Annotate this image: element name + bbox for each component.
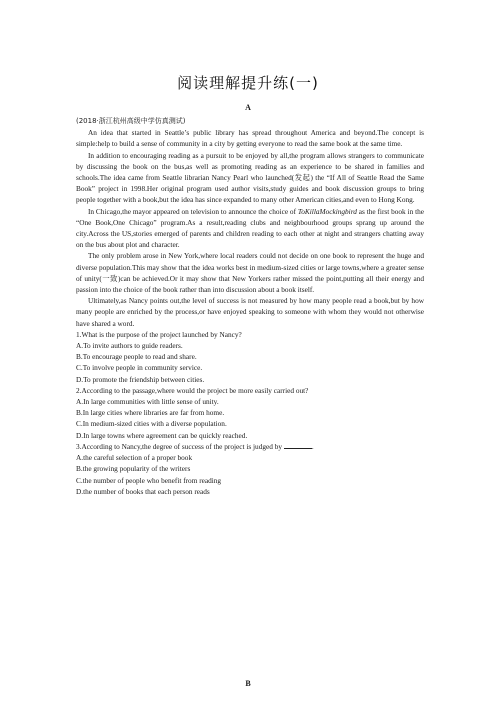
book-title: ToKillaMockingbird [297, 206, 357, 216]
paragraph-3-rest: as the first book in the “One Book,One Chicago” program.As a result,reading clubs and neighbourhood groups sprang up around the city.Across the US,stories emerged of parents and children reading to each other at night and strangers chatting away on the bus about plot and character. [76, 206, 424, 250]
question-1-option-a: A.To invite authors to guide readers. [76, 341, 183, 351]
question-2-option-d: D.In large towns where agreement can be quickly reached. [76, 430, 248, 440]
paragraph-1: An idea that started in Seattle’s public library has spread throughout America and beyond.The concept is simple:help to build a sense of community in a city by getting everyone to read the same book at the same time. [76, 128, 424, 149]
paragraph-3-start: In Chicago,the mayor appeared on television to announce the choice of [88, 206, 298, 216]
question-2-option-a: A.In large communities with little sense of unity. [76, 397, 219, 407]
question-1-option-b: B.To encourage people to read and share. [76, 352, 197, 362]
question-3-option-d: D.the number of books that each person reads [76, 486, 210, 496]
question-3-stem-end: . [311, 441, 314, 451]
question-2-stem: 2.According to the passage,where would the project be more easily carried out? [76, 385, 309, 395]
paragraph-4: The only problem arose in New York,where local readers could not decide on one book to represent the huge and diverse population.This may show that the idea works best in medium-sized cities or large towns,where a greater sense of unity(一致)can be achieved.Or it may show that New Yorkers rather missed the point,putting all their energy and passion into the choice of the book rather than into discussion about a book itself. [76, 251, 424, 295]
question-1-option-c: C.To involve people in community service. [76, 363, 203, 373]
question-2-option-b: B.In large cities where libraries are far from home. [76, 408, 225, 418]
answer-blank [284, 441, 312, 449]
passage-body [76, 116, 424, 497]
question-3-option-b: B.the growing popularity of the writers [76, 464, 191, 474]
section-label-a: A [245, 103, 251, 112]
section-label-b: B [245, 679, 251, 688]
question-1-stem: 1.What is the purpose of the project launched by Nancy? [76, 329, 242, 339]
page-title: 阅读理解提升练(一) [177, 74, 319, 92]
paragraph-5: Ultimately,as Nancy points out,the level of success is not measured by how many people read a book,but by how many people are enriched by the process,or have enjoyed speaking to someone with whom they would not otherwise have shared a word. [76, 296, 424, 328]
question-3-option-c: C.the number of people who benefit from reading [76, 475, 222, 485]
question-2-option-c: C.In medium-sized cities with a diverse population. [76, 419, 227, 429]
question-3-option-a: A.the careful selection of a proper book [76, 453, 193, 463]
question-3-stem [76, 441, 424, 452]
question-1-option-d: D.To promote the friendship between cities. [76, 374, 205, 384]
source-line: (2018·浙江杭州高级中学仿真测试) [76, 117, 186, 125]
question-3-stem-text: 3.According to Nancy,the degree of success of the project is judged by [76, 441, 283, 451]
paragraph-2: In addition to encouraging reading as a pursuit to be enjoyed by all,the program allows strangers to communicate by discussing the book on the bus,as well as promoting reading as an experience to be shared in families and schools.The idea came from Seattle librarian Nancy Pearl who launched(发起) the “If All of Seattle Read the Same Book” project in 1998.Her original program used author visits,study guides and book discussion groups to bring people together with a book,but the idea has since expanded to many other American cities,and even to Hong Kong. [76, 150, 424, 205]
paragraph-3 [76, 206, 424, 251]
